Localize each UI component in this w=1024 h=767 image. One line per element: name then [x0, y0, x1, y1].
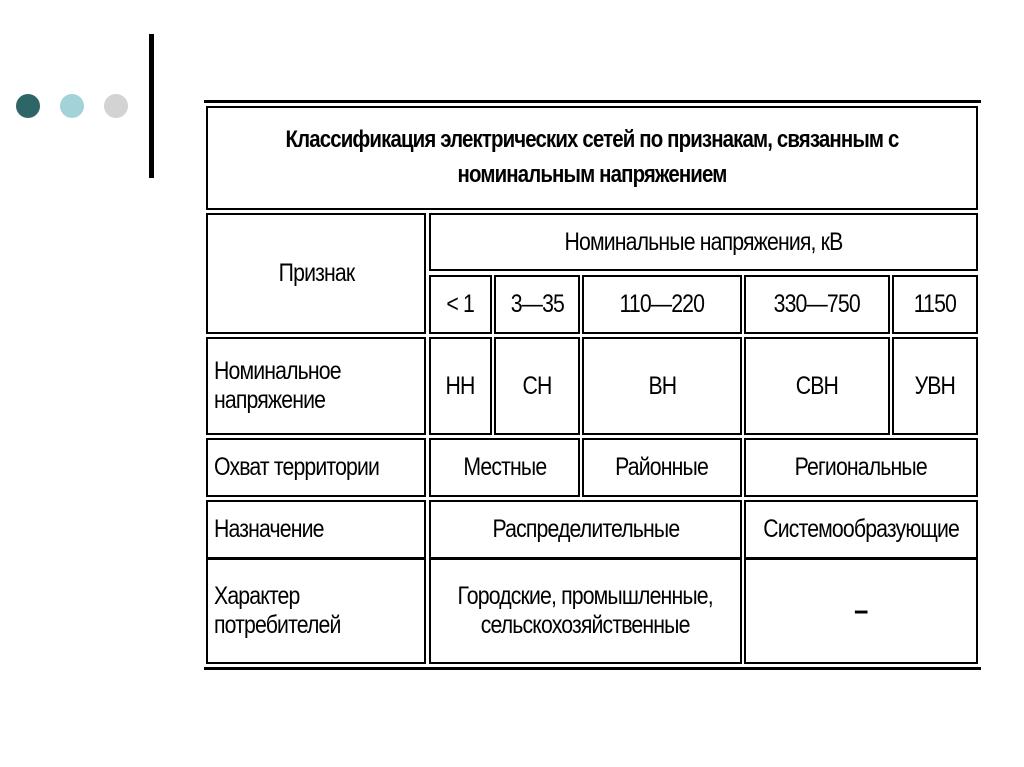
dot-1 — [16, 94, 40, 118]
table-bottom-rule — [204, 667, 981, 670]
dot-3 — [104, 94, 128, 118]
range-label: 3—35 — [510, 290, 564, 319]
classification-table — [204, 100, 981, 670]
row-label-purpose — [206, 500, 426, 559]
cell-value: ВН — [648, 371, 676, 400]
cell-value: НН — [445, 371, 475, 400]
nominal-cell-3 — [582, 337, 742, 435]
cell-value: Районные — [615, 453, 709, 482]
row-label-territory — [206, 438, 426, 497]
row-label-text: Номинальное напряжение — [214, 357, 341, 414]
dot-2 — [60, 94, 84, 118]
cell-value: Распределительные — [492, 515, 679, 544]
nominal-cell-1 — [429, 337, 492, 435]
territory-cell-local — [429, 438, 580, 497]
consumers-cell-types — [429, 558, 742, 664]
nominal-cell-5 — [892, 337, 978, 435]
purpose-cell-system — [744, 500, 978, 559]
row-label-text: Назначение — [214, 515, 324, 544]
dash-value: – — [854, 593, 868, 627]
cell-value: Местные — [462, 453, 546, 482]
consumers-cell-none — [744, 558, 978, 664]
range-cell-2 — [494, 275, 580, 334]
nominal-cell-4 — [744, 337, 890, 435]
cell-value: Региональные — [794, 453, 928, 482]
range-cell-3 — [582, 275, 742, 334]
purpose-cell-distribution — [429, 500, 742, 559]
range-cell-1 — [429, 275, 492, 334]
cell-value: СВН — [795, 371, 839, 400]
range-label: 330—750 — [773, 290, 861, 319]
cell-value: Городские, промышленные, сельскохозяйственные — [457, 582, 714, 639]
range-cell-5 — [892, 275, 978, 334]
header-voltage-text: Номинальные напряжения, кВ — [564, 227, 843, 256]
nominal-cell-2 — [494, 337, 580, 435]
row-label-text: Охват территории — [214, 453, 380, 482]
territory-cell-regional — [744, 438, 978, 497]
header-sign — [206, 213, 426, 334]
cell-value: Системообразующие — [763, 515, 959, 544]
table-top-rule — [204, 100, 981, 103]
cell-value: СН — [522, 371, 552, 400]
table-title-text: Классификация электрических сетей по признакам, связанным с номинальным напряжением — [285, 126, 899, 188]
row-label-consumers — [206, 558, 426, 664]
row-label-nominal — [206, 337, 426, 435]
cell-value: УВН — [914, 371, 956, 400]
title-divider-bar — [149, 34, 154, 178]
range-label: 110—220 — [619, 290, 705, 319]
territory-cell-district — [582, 438, 742, 497]
header-sign-text: Признак — [278, 259, 354, 288]
range-cell-4 — [744, 275, 890, 334]
range-label: < 1 — [446, 290, 475, 319]
row-label-text: Характер потребителей — [214, 582, 341, 639]
header-voltage — [429, 213, 978, 271]
range-label: 1150 — [913, 290, 957, 319]
table-title — [206, 106, 978, 210]
